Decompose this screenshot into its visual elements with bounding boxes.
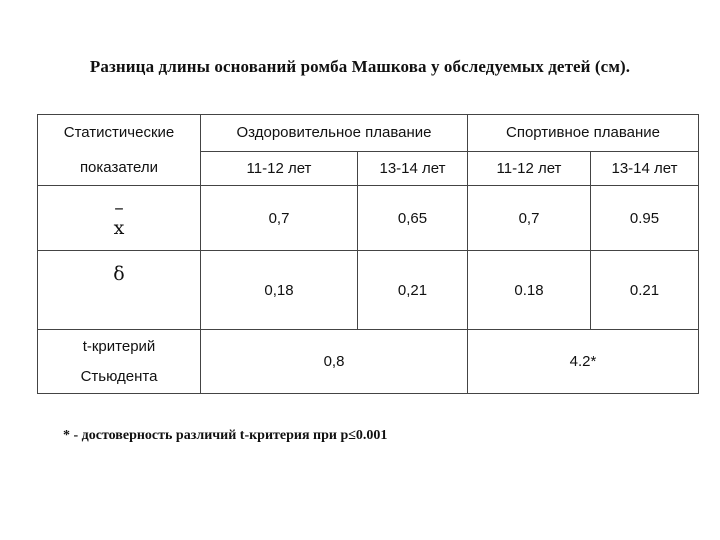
table-cell: 0,21 bbox=[358, 251, 468, 330]
table-cell: 0.21 bbox=[591, 251, 699, 330]
table-cell: 0.95 bbox=[591, 186, 699, 251]
student-value-health: 0,8 bbox=[201, 330, 468, 394]
table-row-mean bbox=[38, 186, 699, 251]
deviation-symbol-cell bbox=[38, 251, 201, 330]
student-label-cell bbox=[38, 330, 201, 394]
table-row-deviation bbox=[38, 251, 699, 330]
student-label-line1: t-критерий bbox=[82, 337, 156, 355]
student-value-sport: 4.2* bbox=[468, 330, 699, 394]
stat-header-line2: показатели bbox=[79, 159, 159, 176]
table-row-student bbox=[38, 330, 699, 394]
page-title: Разница длины оснований ромба Машкова у обследуемых детей (см). bbox=[89, 57, 631, 76]
deviation-symbol: δ bbox=[113, 263, 125, 285]
student-label-line2: Стьюдента bbox=[80, 367, 158, 385]
footnote: * - достоверность различий t-критерия при p≤0.001 bbox=[63, 428, 388, 443]
stat-indicators-header bbox=[38, 115, 201, 186]
age-header: 11-12 лет bbox=[468, 151, 591, 185]
mean-symbol: x bbox=[113, 217, 125, 239]
age-header: 11-12 лет bbox=[201, 151, 358, 185]
table-cell: 0,18 bbox=[201, 251, 358, 330]
mean-symbol-cell bbox=[38, 186, 201, 251]
table-header-row bbox=[38, 115, 699, 152]
stat-header-line1: Статистические bbox=[63, 124, 175, 141]
group-header-sport-swimming: Спортивное плавание bbox=[468, 115, 699, 152]
table-cell: 0,65 bbox=[358, 186, 468, 251]
table-cell: 0.18 bbox=[468, 251, 591, 330]
age-header: 13-14 лет bbox=[358, 151, 468, 185]
statistics-table bbox=[37, 114, 699, 394]
table-cell: 0,7 bbox=[468, 186, 591, 251]
mean-bar-glyph: – bbox=[114, 197, 124, 219]
group-header-health-swimming: Оздоровительное плавание bbox=[201, 115, 468, 152]
age-header: 13-14 лет bbox=[591, 151, 699, 185]
table-cell: 0,7 bbox=[201, 186, 358, 251]
